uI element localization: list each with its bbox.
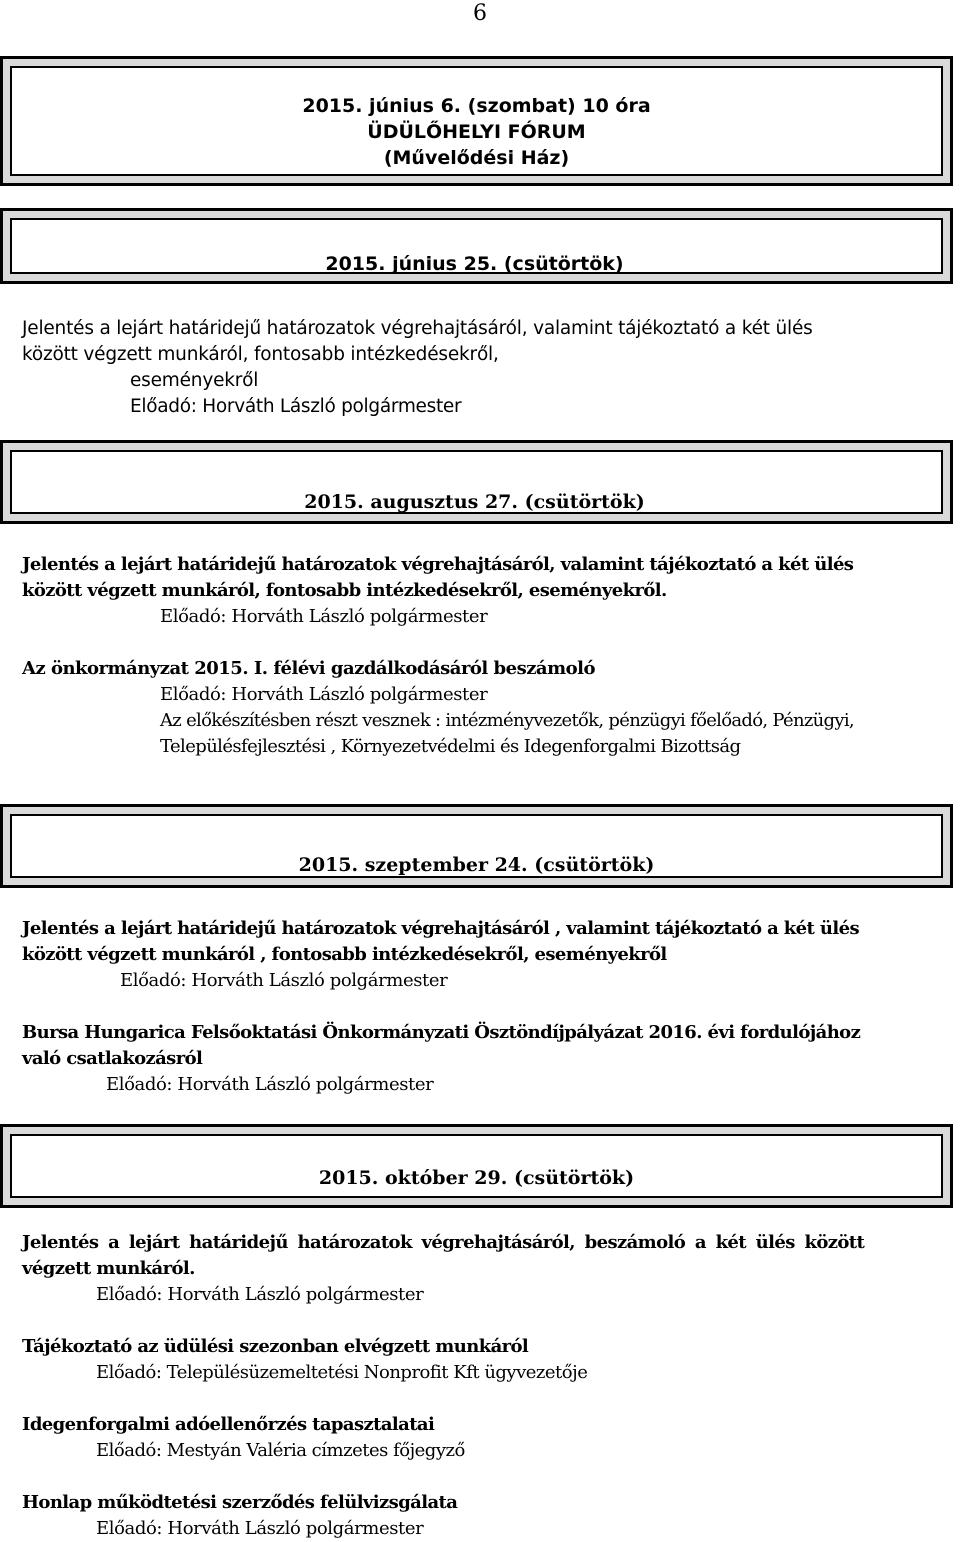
june25-item1-line3: eseményekről [130,370,259,391]
aug27-item2-note-line1: Az előkészítésben részt vesznek : intézményvezetők, pénzügyi főelőadó, Pénzügyi, [160,710,854,731]
june25-presenter: Előadó: Horváth László polgármester [130,396,462,417]
oct29-item1-line1: Jelentés a lejárt határidejű határozatok végrehajtásáról, beszámoló a két ülés között [22,1232,865,1253]
oct29-date: 2015. október 29. (csütörtök) [318,1167,635,1189]
forum-title: ÜDÜLŐHELYI FÓRUM [367,121,586,143]
sep24-date: 2015. szeptember 24. (csütörtök) [298,854,655,876]
oct29-item2-title: Tájékoztató az üdülési szezonban elvégzett munkáról [22,1336,529,1357]
sep24-item2-line1: Bursa Hungarica Felsőoktatási Önkormányzati Ösztöndíjpályázat 2016. évi fordulójához [22,1022,861,1043]
oct29-item4-presenter: Előadó: Horváth László polgármester [96,1518,424,1539]
sep24-item1-line2: között végzett munkáról , fontosabb intézkedésekről, eseményekről [22,944,667,965]
oct29-item1-presenter: Előadó: Horváth László polgármester [96,1284,424,1305]
oct29-item4-title: Honlap működtetési szerződés felülvizsgálata [22,1492,458,1513]
aug27-item2-presenter: Előadó: Horváth László polgármester [160,684,488,705]
forum-date: 2015. június 6. (szombat) 10 óra [302,95,651,117]
june25-item1-line1: Jelentés a lejárt határidejű határozatok végrehajtásáról, valamint tájékoztató a két ülés [22,318,813,339]
sep24-item1-presenter: Előadó: Horváth László polgármester [120,970,448,991]
sep24-item1-line1: Jelentés a lejárt határidejű határozatok végrehajtásáról , valamint tájékoztató a két ülés [22,918,860,939]
sep24-item2-presenter: Előadó: Horváth László polgármester [106,1074,434,1095]
june25-date: 2015. június 25. (csütörtök) [325,253,624,275]
aug27-item1-presenter: Előadó: Horváth László polgármester [160,606,488,627]
aug27-date: 2015. augusztus 27. (csütörtök) [304,491,645,513]
aug27-item2-title: Az önkormányzat 2015. I. félévi gazdálkodásáról beszámoló [22,658,595,679]
sep24-item2-line2: való csatlakozásról [22,1048,203,1069]
forum-venue: (Művelődési Ház) [383,147,570,169]
aug27-item1-line2: között végzett munkáról, fontosabb intézkedésekről, eseményekről. [22,580,667,601]
aug27-item1-line1: Jelentés a lejárt határidejű határozatok végrehajtásáról, valamint tájékoztató a két ülés [22,554,854,575]
oct29-item3-presenter: Előadó: Mestyán Valéria címzetes főjegyző [96,1440,465,1461]
page-number: 6 [473,1,487,26]
oct29-item3-title: Idegenforgalmi adóellenőrzés tapasztalatai [22,1414,435,1435]
oct29-item1-line2: végzett munkáról. [22,1258,195,1279]
aug27-item2-note-line2: Településfejlesztési , Környezetvédelmi és Idegenforgalmi Bizottság [160,736,741,757]
oct29-item2-presenter: Előadó: Településüzemeltetési Nonprofit Kft ügyvezetője [96,1362,588,1383]
june25-item1-line2: között végzett munkáról, fontosabb intézkedésekről, [22,344,499,365]
